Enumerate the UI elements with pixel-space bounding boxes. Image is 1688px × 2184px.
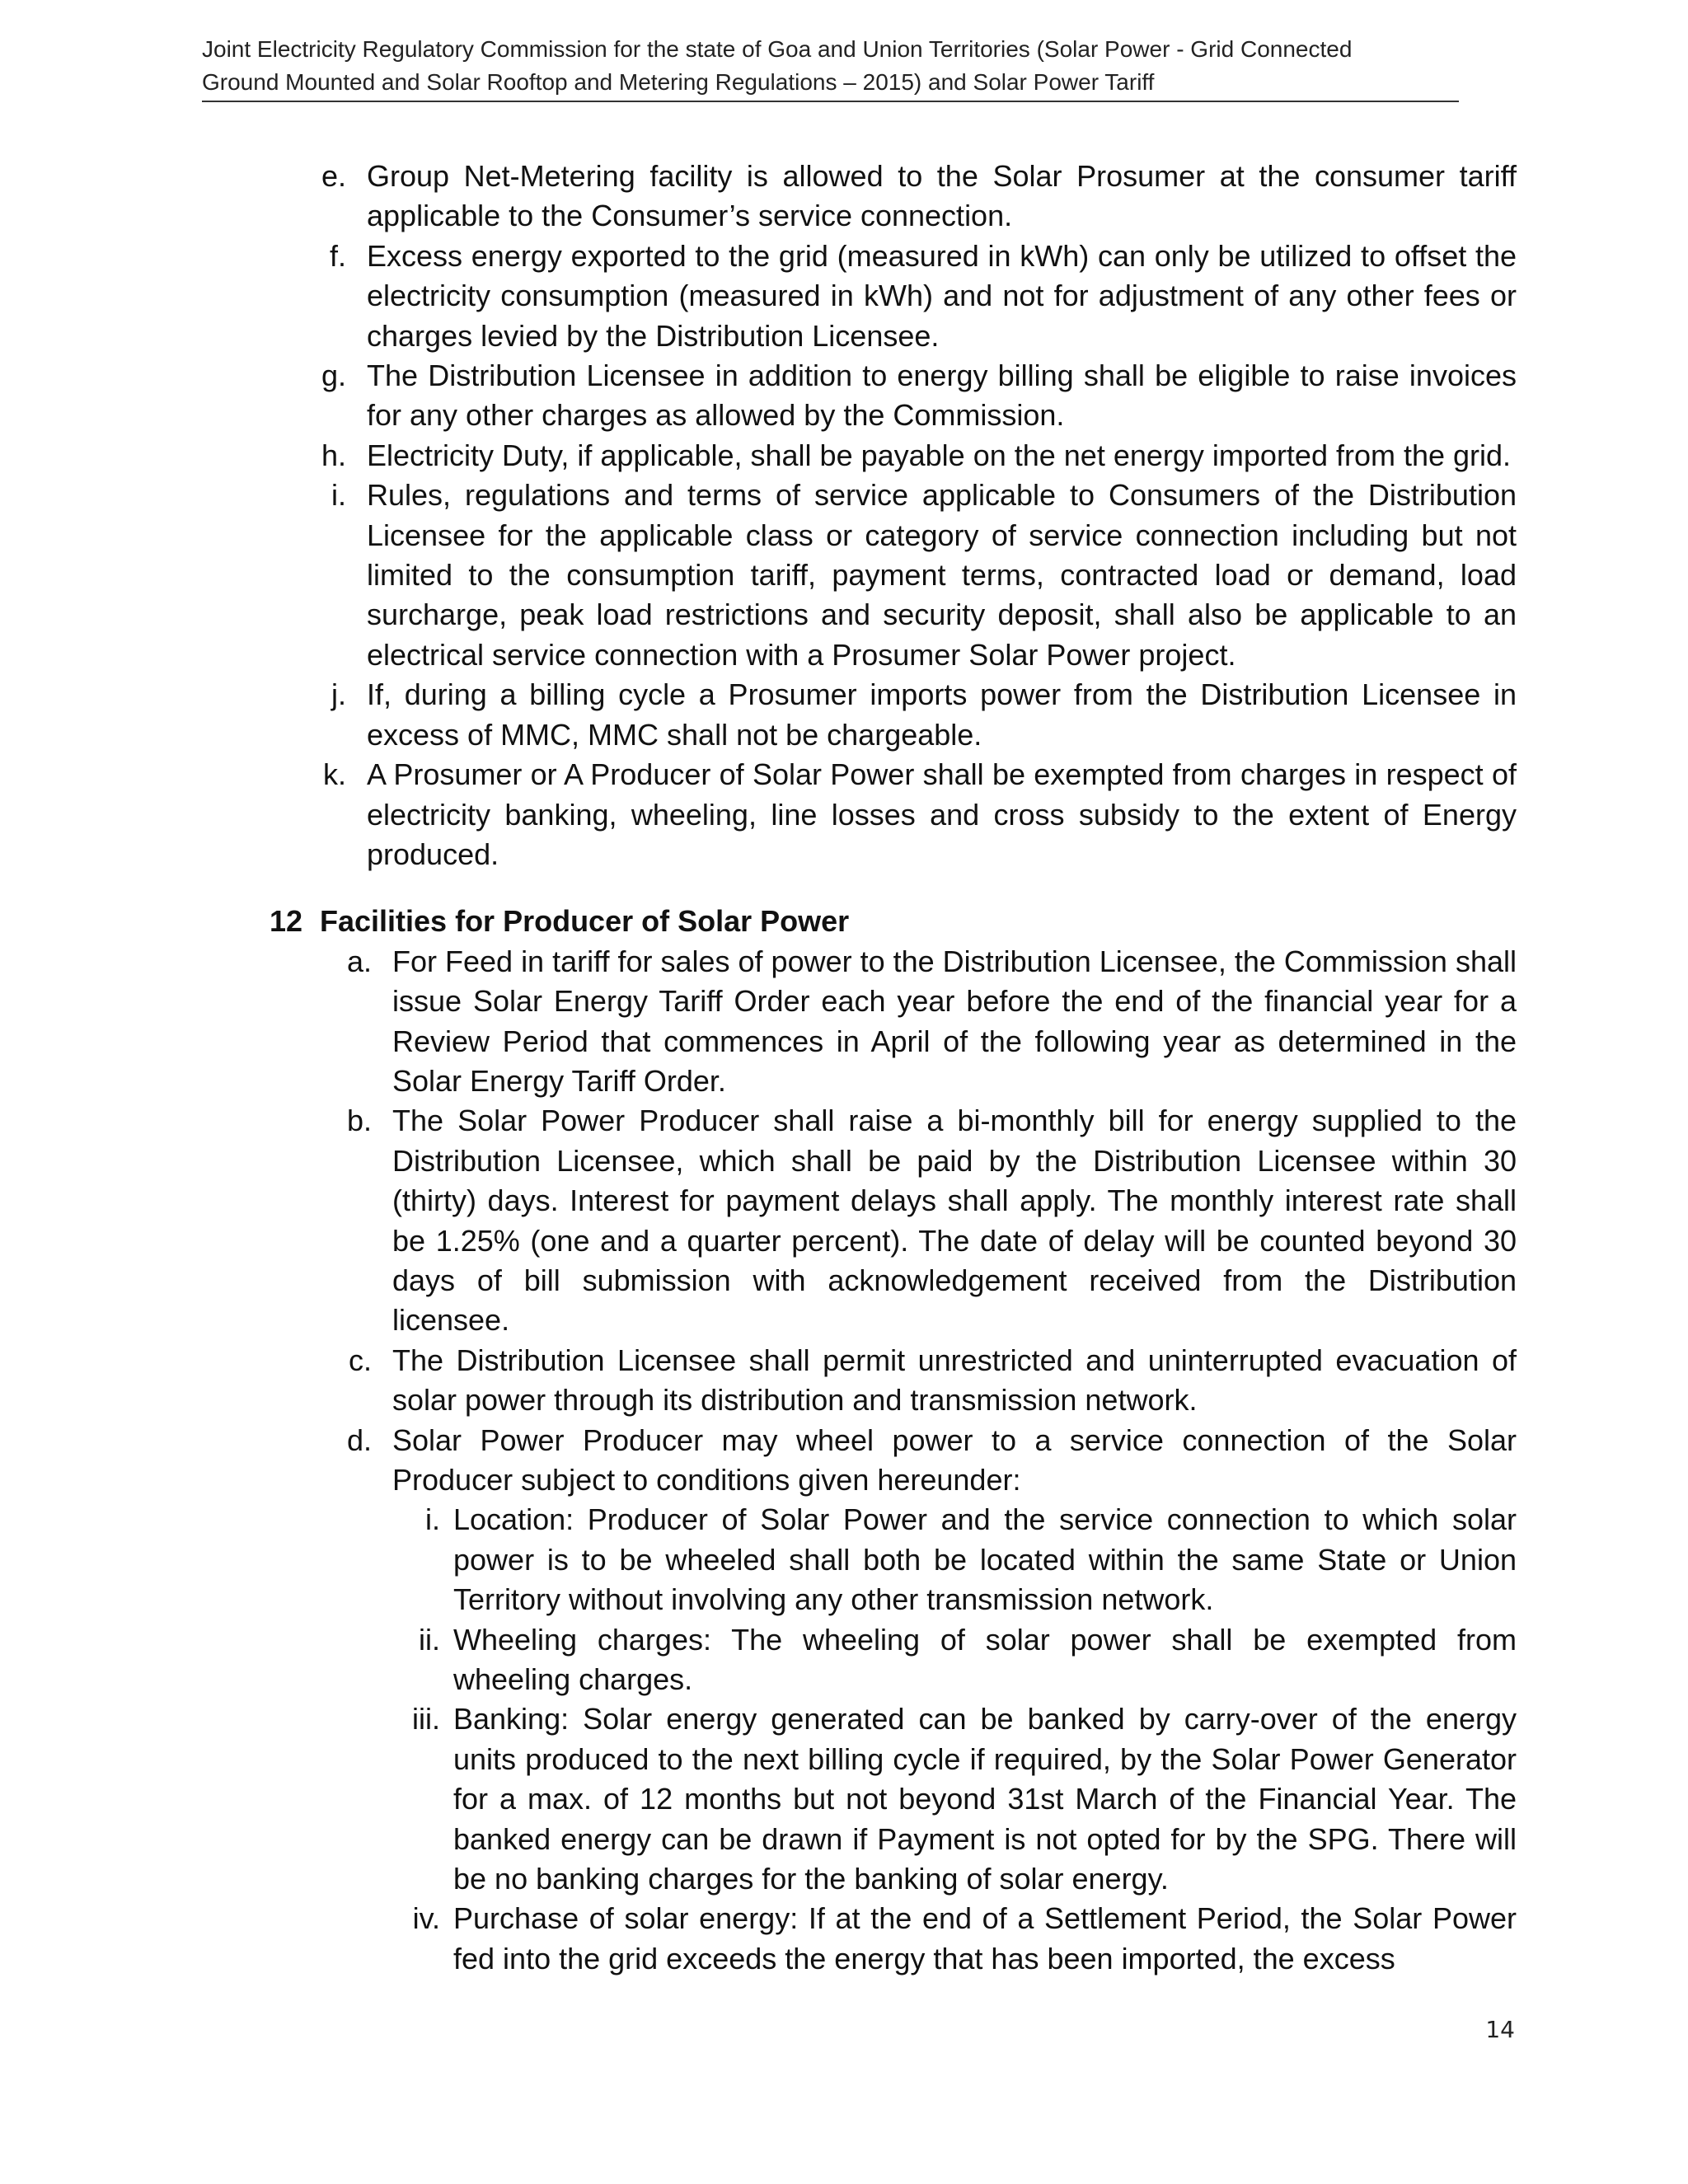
list-marker: d. [346,1422,372,1457]
list-marker: c. [348,1343,372,1377]
header-line-1: Joint Electricity Regulatory Commission for the state of Goa and Union Territories (Solar Power - Grid Connected [202,36,1353,62]
sub-item-iii [412,1699,1517,1899]
list-item-k [322,755,1517,874]
sub-item-ii [419,1620,1517,1700]
sub-item-iv [412,1899,1517,1979]
list-item-text: A Prosumer or A Producer of Solar Power shall be exempted from charges in respect of electricity banking, wheeling, line losses and cross subsidy to the extent of Energy produced. [367,757,1517,871]
list-item-text: The Solar Power Producer shall raise a bi-monthly bill for energy supplied to the Distribution Licensee, which shall be paid by the Distribution Licensee within 30 (thirty) days. Interest for payment delays shall apply. The monthly interest rate shall be 1.25% (one and a quarter percent). The date of delay will be counted beyond 30 days of bill submission with acknowledgement received from the Distribution licensee. [392,1104,1517,1338]
list-marker: g. [321,359,346,393]
list-item-f [329,237,1517,356]
list-marker: h. [321,438,346,472]
list-item-text: Rules, regulations and terms of service applicable to Consumers of the Distribution Licensee for the applicable class or category of service connection including but not limited to the consumption tariff, payment terms, contracted load or demand, load surcharge, peak load restrictions and security deposit, shall also be applicable to an electrical service connection with a Prosumer Solar Power project. [367,478,1517,672]
list-marker: i. [331,478,346,513]
list-item-b [346,1101,1517,1340]
list-marker: a. [346,944,372,978]
list-item-text: Electricity Duty, if applicable, shall be payable on the net energy imported from the grid. [367,438,1512,472]
header-line-2: Ground Mounted and Solar Rooftop and Metering Regulations – 2015) and Solar Power Tariff [202,69,1155,95]
list-item-e [321,157,1517,237]
list-item-text: The Distribution Licensee shall permit unrestricted and uninterrupted evacuation of solar power through its distribution and transmission network. [392,1343,1517,1418]
section-number: 12 [270,904,303,939]
list-item-i [331,476,1517,675]
list-marker: i. [425,1502,440,1537]
list-marker: f. [329,238,346,273]
list-item-text: Banking: Solar energy generated can be banked by carry-over of the energy units produced to the next billing cycle if required, by the Solar Power Generator for a max. of 12 months but not beyond 31st March of the Financial Year. The banked energy can be drawn if Payment is not opted for by the SPG. There will be no banking charges for the banking of solar energy. [453,1702,1517,1896]
list-item-text: Location: Producer of Solar Power and the service connection to which solar power is to be wheeled shall both be located within the same State or Union Territory without involving any other transmission network. [453,1502,1517,1617]
list-item-h [321,436,1517,476]
list-section [0,942,1688,1501]
list-marker: iii. [412,1702,440,1736]
list-item-text: For Feed in tariff for sales of power to the Distribution Licensee, the Commission shall issue Solar Energy Tariff Order each year before the end of the financial year for a Review Period that commences in April of the following year as determined in the Solar Energy Tariff Order. [392,944,1517,1098]
list-item-text: Solar Power Producer may wheel power to a service connection of the Solar Producer subject to conditions given hereunder: [392,1422,1517,1497]
list-marker: e. [321,159,346,193]
list-item-d [346,1421,1517,1501]
list-item-c [348,1341,1517,1421]
list-item-text: Purchase of solar energy: If at the end of a Settlement Period, the Solar Power fed into the grid exceeds the energy that has been imported, the excess [453,1901,1517,1975]
list-marker: b. [346,1104,372,1138]
list-item-text: The Distribution Licensee in addition to energy billing shall be eligible to raise invoices for any other charges as allowed by the Commission. [367,359,1517,433]
page-body [0,157,1688,1979]
list-marker: k. [322,757,346,792]
list-item-g [321,356,1517,436]
list-item-text: Wheeling charges: The wheeling of solar power shall be exempted from wheeling charges. [453,1622,1517,1697]
list-item-a [346,942,1517,1102]
list-sub [0,1500,1688,1979]
section-heading [270,902,1688,941]
section-title: Facilities for Producer of Solar Power [320,904,850,939]
list-marker: iv. [412,1901,440,1936]
list-item-text: Group Net-Metering facility is allowed to the Solar Prosumer at the consumer tariff applicable to the Consumer’s service connection. [367,159,1517,233]
list-marker: j. [331,677,346,712]
list-top [0,157,1688,874]
list-marker: ii. [419,1622,440,1657]
running-header [202,33,1459,102]
sub-item-i [425,1500,1517,1619]
list-item-text: Excess energy exported to the grid (measured in kWh) can only be utilized to offset the electricity consumption (measured in kWh) and not for adjustment of any other fees or charges levied by the Distribution Licensee. [367,238,1517,353]
list-item-text: If, during a billing cycle a Prosumer imports power from the Distribution Licensee in excess of MMC, MMC shall not be chargeable. [367,677,1517,752]
list-item-j [331,675,1517,755]
page-number: 14 [1485,2016,1515,2043]
